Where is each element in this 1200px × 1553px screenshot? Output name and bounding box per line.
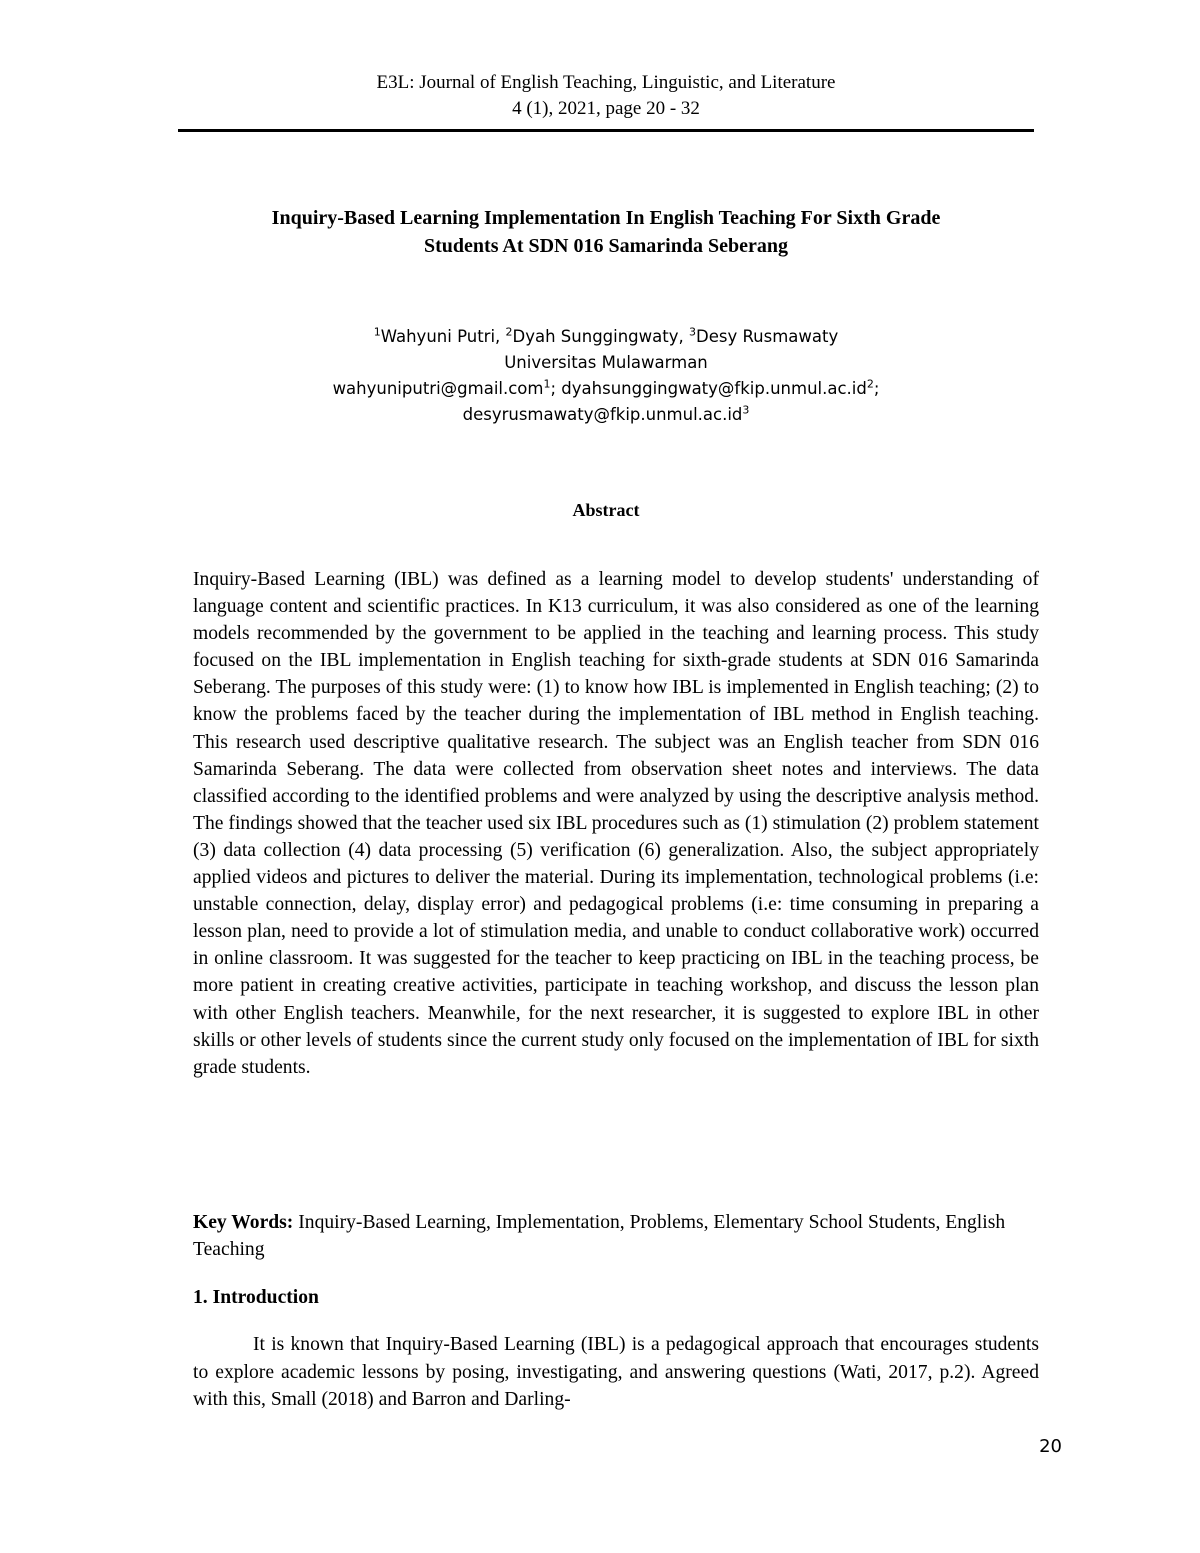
author-email-2[interactable]: dyahsunggingwaty@fkip.unmul.ac.id — [561, 379, 867, 398]
keywords-text: Inquiry-Based Learning, Implementation, Problems, Elementary School Students, English Teaching — [193, 1212, 1006, 1260]
paper-title — [178, 204, 1034, 260]
paper-title-line-1: Inquiry-Based Learning Implementation In English Teaching For Sixth Grade — [271, 207, 941, 229]
author-1-name: Wahyuni Putri, — [380, 327, 506, 346]
author-email-2-sup: 2 — [866, 377, 874, 391]
introduction-body: It is known that Inquiry-Based Learning (IBL) is a pedagogical approach that encourages students to explore academic lessons by posing, investigating, and answering questions (Wati, 2017, p.2). Agreed with this, Small (2018) and Barron and Darling- — [193, 1334, 1039, 1410]
keywords-label: Key Words: — [193, 1212, 294, 1233]
author-emails-line-2 — [178, 402, 1034, 428]
author-3-name: Desy Rusmawaty — [695, 327, 839, 346]
journal-title: E3L: Journal of English Teaching, Linguistic, and Literature — [376, 72, 836, 93]
email-separator-2: ; — [873, 379, 880, 398]
author-2-name: Dyah Sunggingwaty, — [512, 327, 689, 346]
paper-title-line-2: Students At SDN 016 Samarinda Seberang — [424, 235, 788, 257]
keywords — [193, 1209, 1039, 1263]
author-emails-line-1 — [178, 376, 1034, 402]
author-1-sup: 1 — [373, 325, 381, 339]
author-email-3[interactable]: desyrusmawaty@fkip.unmul.ac.id — [462, 405, 743, 424]
author-block — [178, 324, 1034, 428]
introduction-heading: 1. Introduction — [193, 1287, 319, 1308]
author-names — [178, 324, 1034, 350]
abstract-body: Inquiry-Based Learning (IBL) was defined as a learning model to develop students' understanding of language content and scientific practices. In K13 curriculum, it was also considered as one of the learning models recommended by the government to be applied in the teaching and learning process. This study focused on the IBL implementation in English teaching for sixth-grade students at SDN 016 Samarinda Seberang. The purposes of this study were: (1) to know how IBL is implemented in English teaching; (2) to know the problems faced by the teacher during the implementation of IBL method in English teaching. This research used descriptive qualitative research. The subject was an English teacher from SDN 016 Samarinda Seberang. The data were collected from observation sheet notes and interviews. The data classified according to the identified problems and were analyzed by using the descriptive analysis method. The findings showed that the teacher used six IBL procedures such as (1) stimulation (2) problem statement (3) data collection (4) data processing (5) verification (6) generalization. Also, the subject appropriately applied videos and pictures to deliver the material. During its implementation, technological problems (i.e: unstable connection, delay, display error) and pedagogical problems (i.e: time consuming in preparing a lesson plan, need to provide a lot of stimulation media, and unable to conduct collaborative work) occurred in online classroom. It was suggested for the teacher to keep practicing on IBL in the teaching process, be more patient in creating creative activities, participate in teaching workshop, and discuss the lesson plan with other English teachers. Meanwhile, for the next researcher, it is suggested to explore IBL in other skills or other levels of students since the current study only focused on the implementation of IBL for sixth grade students. — [193, 569, 1039, 1078]
author-email-1[interactable]: wahyuniputri@gmail.com — [332, 379, 544, 398]
author-3-sup: 3 — [688, 325, 696, 339]
author-email-1-sup: 1 — [543, 377, 551, 391]
author-affiliation: Universitas Mulawarman — [504, 353, 708, 372]
author-email-3-sup: 3 — [742, 403, 750, 417]
journal-header — [178, 70, 1034, 122]
email-separator-1: ; — [550, 379, 562, 398]
header-rule — [178, 129, 1034, 132]
author-2-sup: 2 — [505, 325, 513, 339]
page-number: 20 — [1039, 1436, 1062, 1457]
abstract-heading: Abstract — [572, 500, 640, 520]
journal-issue: 4 (1), 2021, page 20 - 32 — [512, 98, 700, 119]
